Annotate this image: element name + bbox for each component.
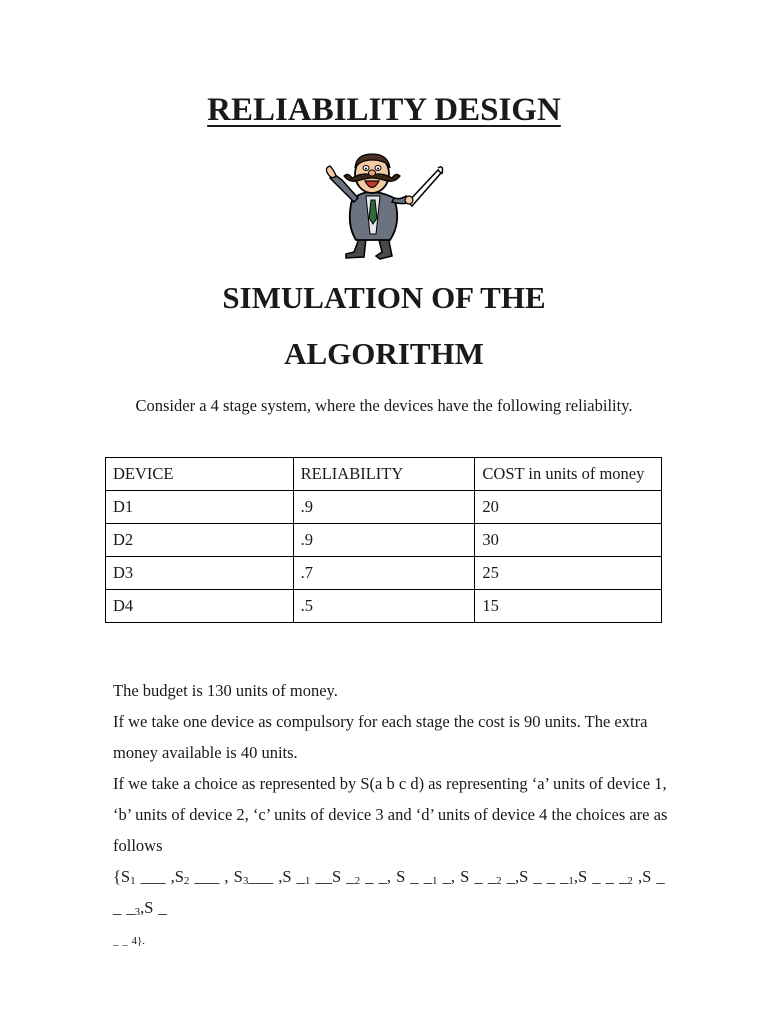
compulsory-paragraph: If we take one device as compulsory for each stage the cost is 90 units. The extra money available is 40 units. <box>113 712 648 762</box>
choice-intro-paragraph: If we take a choice as represented by S(a b c d) as representing ‘a’ units of device 1, ‘b’ units of device 2, ‘c’ units of device 3 and ‘d’ units of device 4 the choices are as follows <box>113 774 668 855</box>
choice-text: ___ ,S _ <box>248 867 305 886</box>
table-row <box>106 524 662 557</box>
choices-list <box>113 861 673 957</box>
choice-subscript: 2 <box>627 875 633 887</box>
header-device: DEVICE <box>106 458 294 491</box>
choice-text: _ _, S _ _ <box>360 867 433 886</box>
cell-device: D3 <box>106 557 294 590</box>
choice-text-line2: _ _ 4}. <box>113 935 146 947</box>
choice-subscript: 2 <box>496 875 502 887</box>
table-header-row <box>106 458 662 491</box>
device-table <box>105 457 662 623</box>
table-row <box>106 590 662 623</box>
cell-cost: 15 <box>475 590 662 623</box>
choice-text: _, S _ _ <box>437 867 497 886</box>
document-title: RELIABILITY DESIGN <box>207 92 561 128</box>
choice-subscript: 2 <box>183 875 190 887</box>
table-row <box>106 491 662 524</box>
cell-cost: 25 <box>475 557 662 590</box>
cell-cost: 20 <box>475 491 662 524</box>
choice-subscript: 1 <box>304 875 311 887</box>
document-subtitle-line1: SIMULATION OF THE <box>222 280 546 315</box>
body-text <box>113 675 673 957</box>
choice-text: ,S _ _ _ <box>113 867 665 917</box>
choice-text: _,S _ _ _ <box>501 867 569 886</box>
choice-subscript: 1 <box>130 875 136 887</box>
cell-reliability: .9 <box>293 524 475 557</box>
choice-subscript: 1 <box>568 875 574 887</box>
choice-text: {S <box>113 867 131 886</box>
choice-subscript: 2 <box>354 875 361 887</box>
cell-reliability: .7 <box>293 557 475 590</box>
choice-text: ,S _ <box>140 898 167 917</box>
table-row <box>106 557 662 590</box>
cell-device: D1 <box>106 491 294 524</box>
cell-device: D4 <box>106 590 294 623</box>
choice-text: __S _ <box>310 867 355 886</box>
cell-reliability: .9 <box>293 491 475 524</box>
choice-subscript: 1 <box>432 875 438 887</box>
choice-text: ,S _ _ _ <box>573 867 628 886</box>
header-reliability: RELIABILITY <box>293 458 475 491</box>
choice-subscript: 3 <box>134 906 141 918</box>
header-cost: COST in units of money <box>475 458 662 491</box>
cartoon-professor-with-pointer-icon <box>320 144 450 262</box>
intro-paragraph: Consider a 4 stage system, where the devices have the following reliability. <box>135 396 633 415</box>
document-subtitle-line2: ALGORITHM <box>284 336 484 371</box>
cell-reliability: .5 <box>293 590 475 623</box>
choice-text: ___ ,S <box>135 867 184 886</box>
cell-device: D2 <box>106 524 294 557</box>
budget-paragraph: The budget is 130 units of money. <box>113 681 338 700</box>
choice-subscript: 3 <box>242 875 249 887</box>
choice-text: ___ , S <box>189 867 243 886</box>
cell-cost: 30 <box>475 524 662 557</box>
